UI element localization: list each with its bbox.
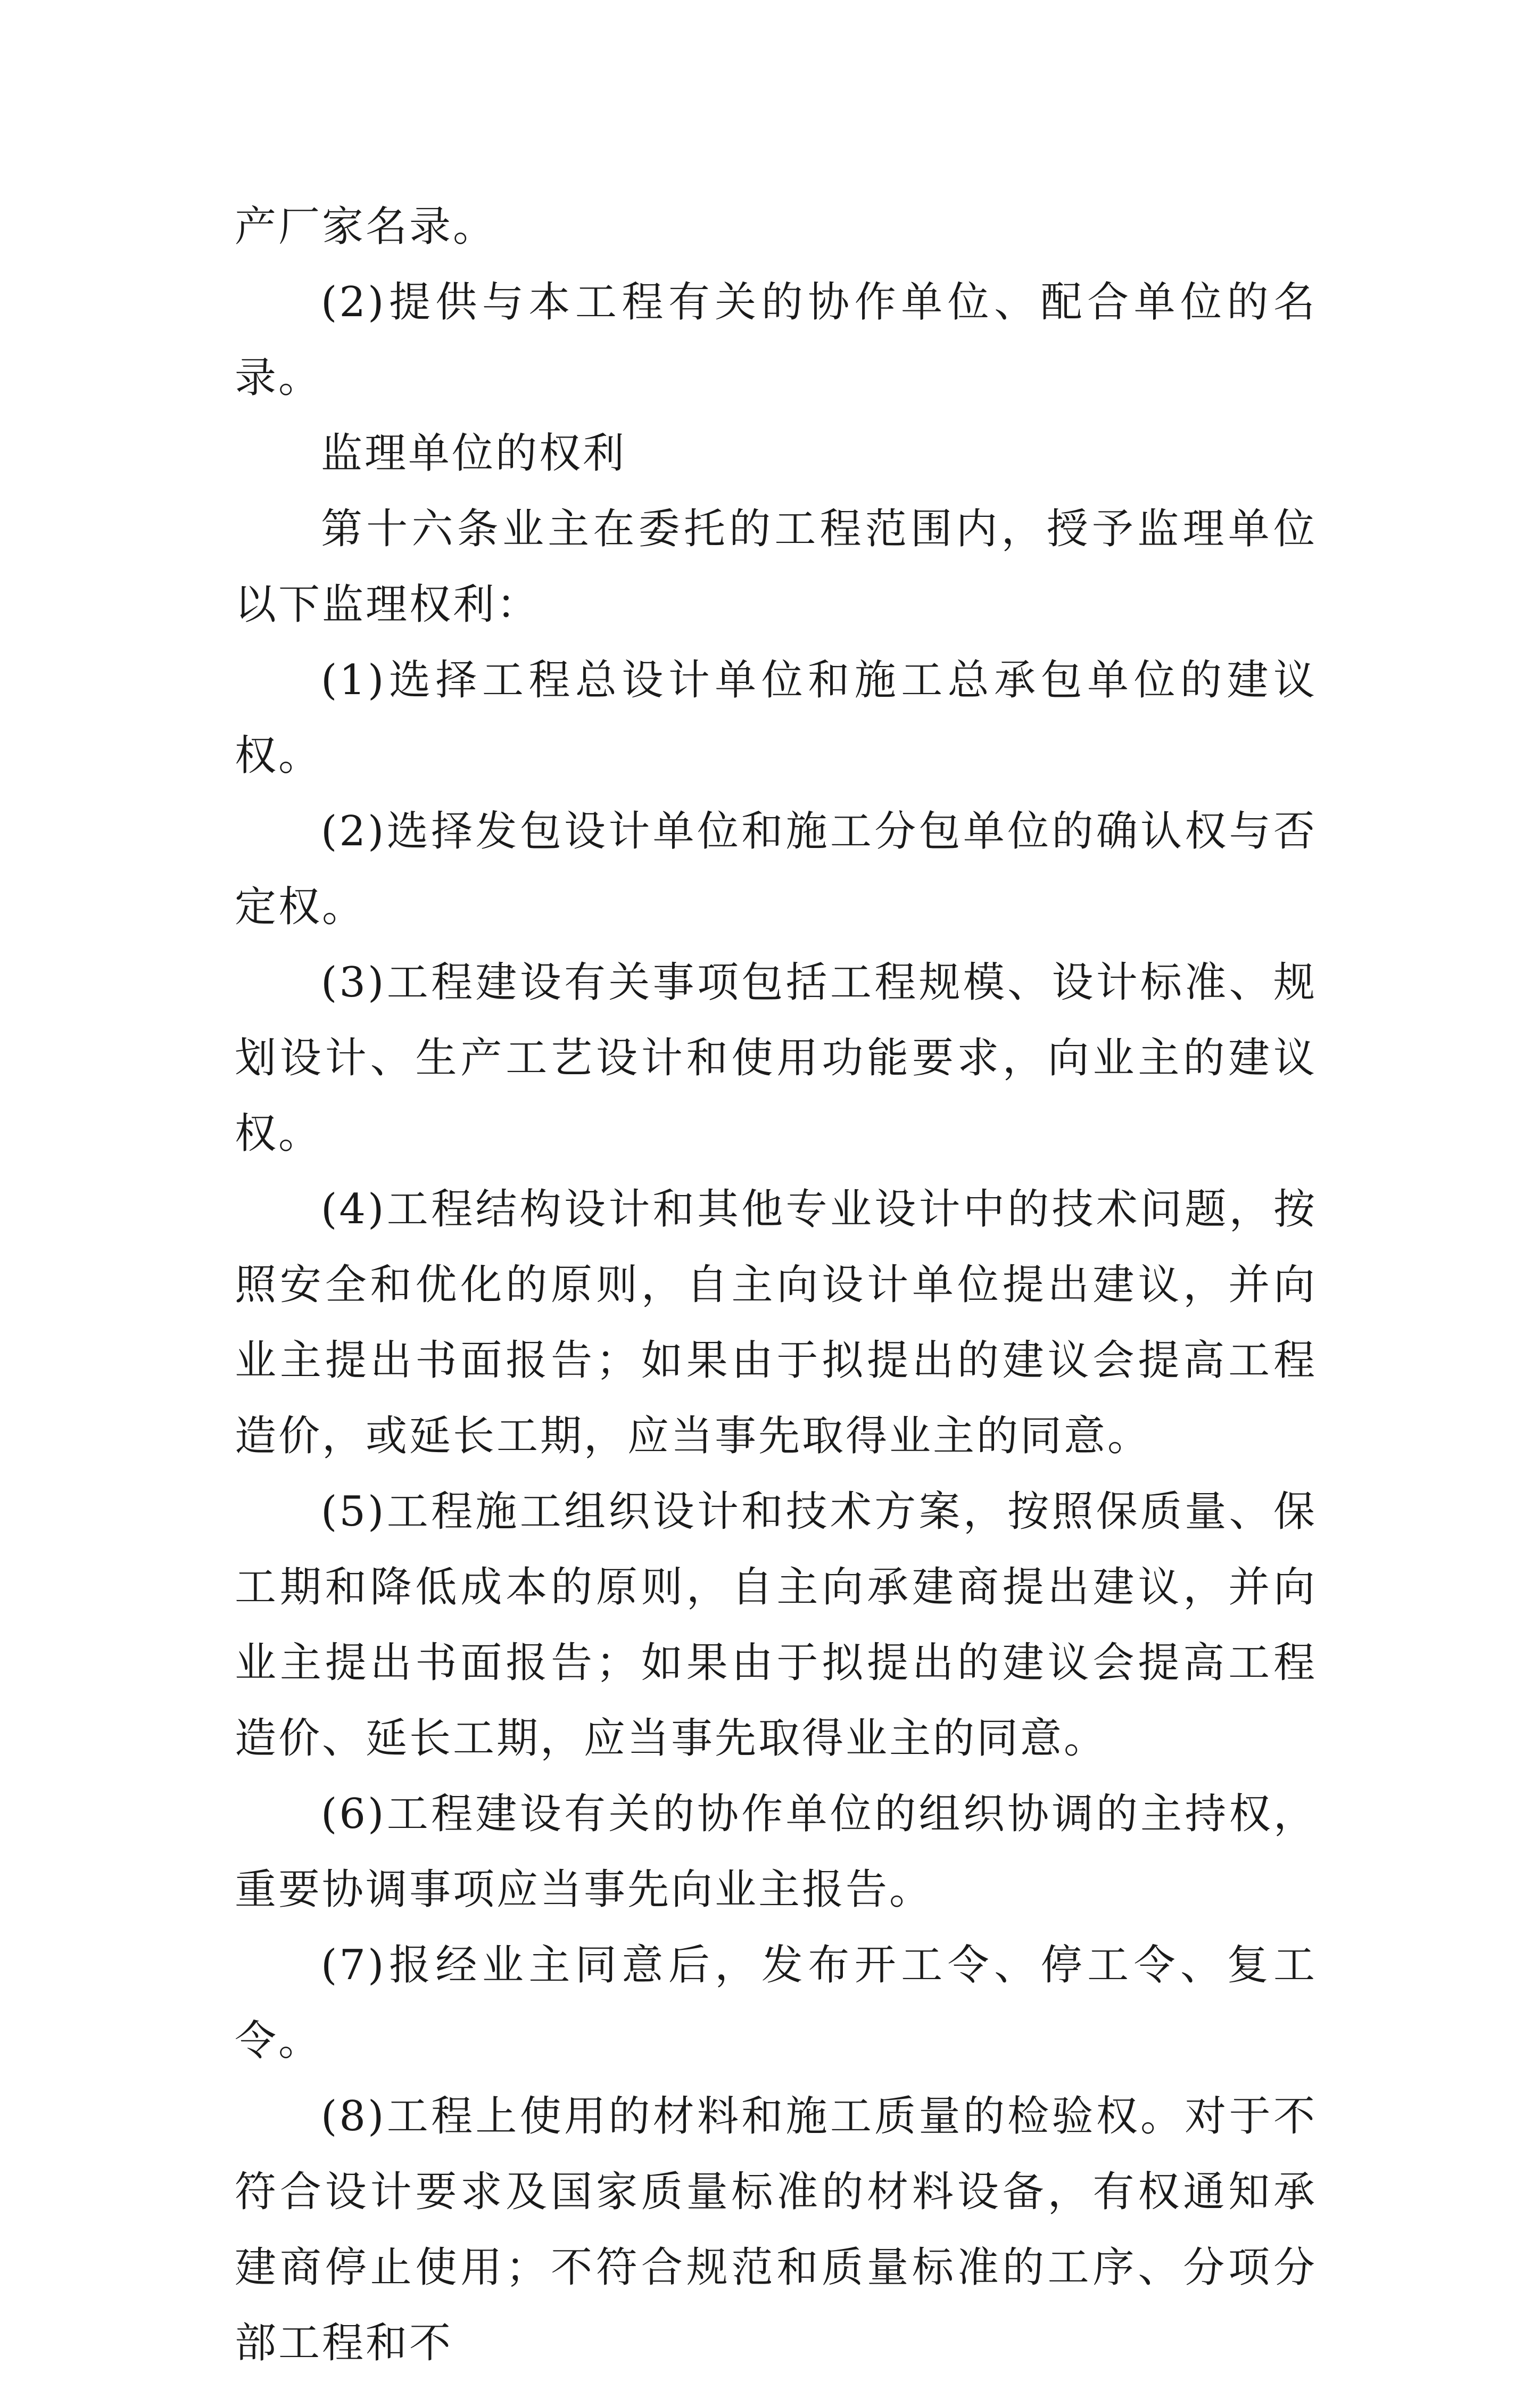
paragraph-right-3: (3)工程建设有关事项包括工程规模、设计标准、规划设计、生产工艺设计和使用功能要求，向业主的建议权。 [235, 959, 1317, 1158]
paragraph-right-2: (2)选择发包设计单位和施工分包单位的确认权与否定权。 [235, 808, 1317, 931]
paragraph-right-4: (4)工程结构设计和其他专业设计中的技术问题，按照安全和优化的原则，自主向设计单位提出建议，并向业主提出书面报告；如果由于拟提出的建议会提高工程造价，或延长工期，应当事先取得业主的同意。 [235, 1185, 1317, 1460]
paragraph-article-16: 第十六条业主在委托的工程范围内，授予监理单位以下监理权利： [235, 505, 1317, 629]
paragraph-right-7: (7)报经业主同意后，发布开工令、停工令、复工令。 [235, 1941, 1317, 2065]
paragraph-right-6: (6)工程建设有关的协作单位的组织协调的主持权，重要协调事项应当事先向业主报告。 [235, 1790, 1317, 1914]
paragraph-right-5: (5)工程施工组织设计和技术方案，按照保质量、保工期和降低成本的原则，自主向承建商提出建议，并向业主提出书面报告；如果由于拟提出的建议会提高工程造价、延长工期，应当事先取得业主的同意。 [235, 1488, 1317, 1762]
document-body [235, 189, 1317, 2381]
section-heading: 监理单位的权利 [321, 430, 627, 477]
paragraph-item-2-directory: (2)提供与本工程有关的协作单位、配合单位的名录。 [235, 278, 1317, 402]
paragraph-right-1: (1)选择工程总设计单位和施工总承包单位的建议权。 [235, 656, 1317, 780]
paragraph-continuation: 产厂家名录。 [235, 203, 497, 251]
paragraph-right-8: (8)工程上使用的材料和施工质量的检验权。对于不符合设计要求及国家质量标准的材料设备，有权通知承建商停止使用；不符合规范和质量标准的工序、分项分部工程和不 [235, 2092, 1317, 2367]
